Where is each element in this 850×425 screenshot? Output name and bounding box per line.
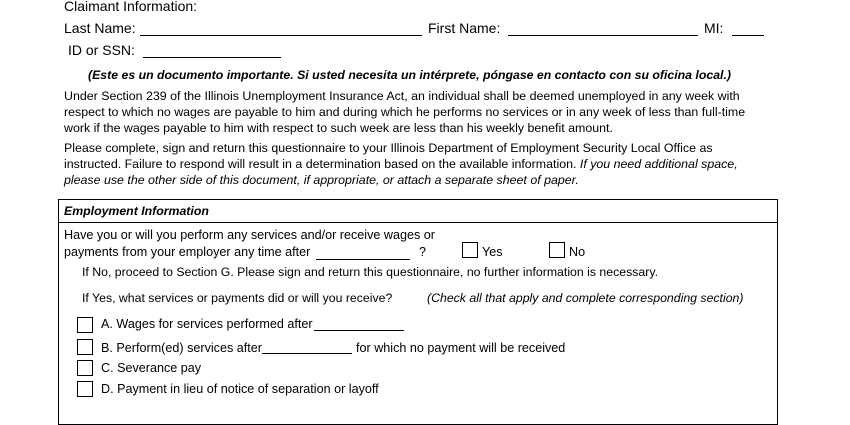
mi-field[interactable] (732, 35, 764, 36)
option-a-date-field[interactable] (314, 330, 404, 331)
option-b-date-field[interactable] (262, 353, 352, 354)
yes-label: Yes (482, 245, 503, 259)
first-name-field[interactable] (508, 35, 698, 36)
question-mark: ? (419, 245, 427, 259)
instructions-line-3: please use the other side of this document, if appropriate, or attach a separate sheet of paper. (64, 173, 579, 187)
option-c-checkbox[interactable] (77, 360, 93, 376)
option-a-label: A. Wages for services performed after (101, 317, 313, 331)
mi-label: MI: (704, 20, 724, 36)
no-checkbox[interactable] (549, 242, 565, 258)
if-no-instruction: If No, proceed to Section G. Please sign and return this questionnaire, no further information is necessary. (82, 265, 658, 279)
id-ssn-field[interactable] (143, 57, 281, 58)
last-name-field[interactable] (140, 35, 422, 36)
claimant-heading: Claimant Information: (64, 0, 198, 14)
instructions-line-2-italic: If you need additional space, (579, 157, 738, 171)
employment-section-divider (58, 222, 778, 223)
instructions-line-2 (64, 156, 738, 172)
check-all-note: (Check all that apply and complete corresponding section) (427, 291, 744, 305)
employment-question-line-1: Have you or will you perform any services and/or receive wages or (64, 228, 435, 242)
date-after-field[interactable] (316, 259, 410, 260)
option-b-label: B. Perform(ed) services after (101, 341, 262, 355)
option-d-label: D. Payment in lieu of notice of separation or layoff (101, 382, 379, 396)
intro-line-1: Under Section 239 of the Illinois Unemployment Insurance Act, an individual shall be deemed unemployed in any week with (64, 89, 740, 103)
instructions-line-1: Please complete, sign and return this questionnaire to your Illinois Department of Employment Security Local Office as (64, 141, 713, 155)
intro-line-2: respect to which no wages are payable to him and during which he performs no services or in any week of less than full-time (64, 105, 746, 119)
employment-question-line-2: payments from your employer any time after (64, 245, 311, 259)
no-label: No (569, 245, 586, 259)
option-b-suffix: for which no payment will be received (356, 341, 566, 355)
option-c-label: C. Severance pay (101, 361, 202, 375)
option-a-checkbox[interactable] (77, 317, 93, 333)
id-ssn-label: ID or SSN: (68, 42, 135, 58)
intro-line-3: work if the wages payable to him with respect to such week are less than his weekly benefit amount. (64, 121, 613, 135)
spanish-notice: (Este es un documento importante. Si usted necesita un intérprete, póngase en contacto con su oficina local.) (88, 68, 731, 82)
if-yes-question: If Yes, what services or payments did or will you receive? (82, 291, 393, 305)
last-name-label: Last Name: (64, 20, 136, 36)
instructions-line-2-text: instructed. Failure to respond will result in a determination based on the available information. (64, 157, 577, 171)
yes-checkbox[interactable] (462, 242, 478, 258)
first-name-label: First Name: (428, 20, 501, 36)
option-b-checkbox[interactable] (77, 339, 93, 355)
option-d-checkbox[interactable] (77, 381, 93, 397)
employment-section-title: Employment Information (64, 204, 209, 218)
